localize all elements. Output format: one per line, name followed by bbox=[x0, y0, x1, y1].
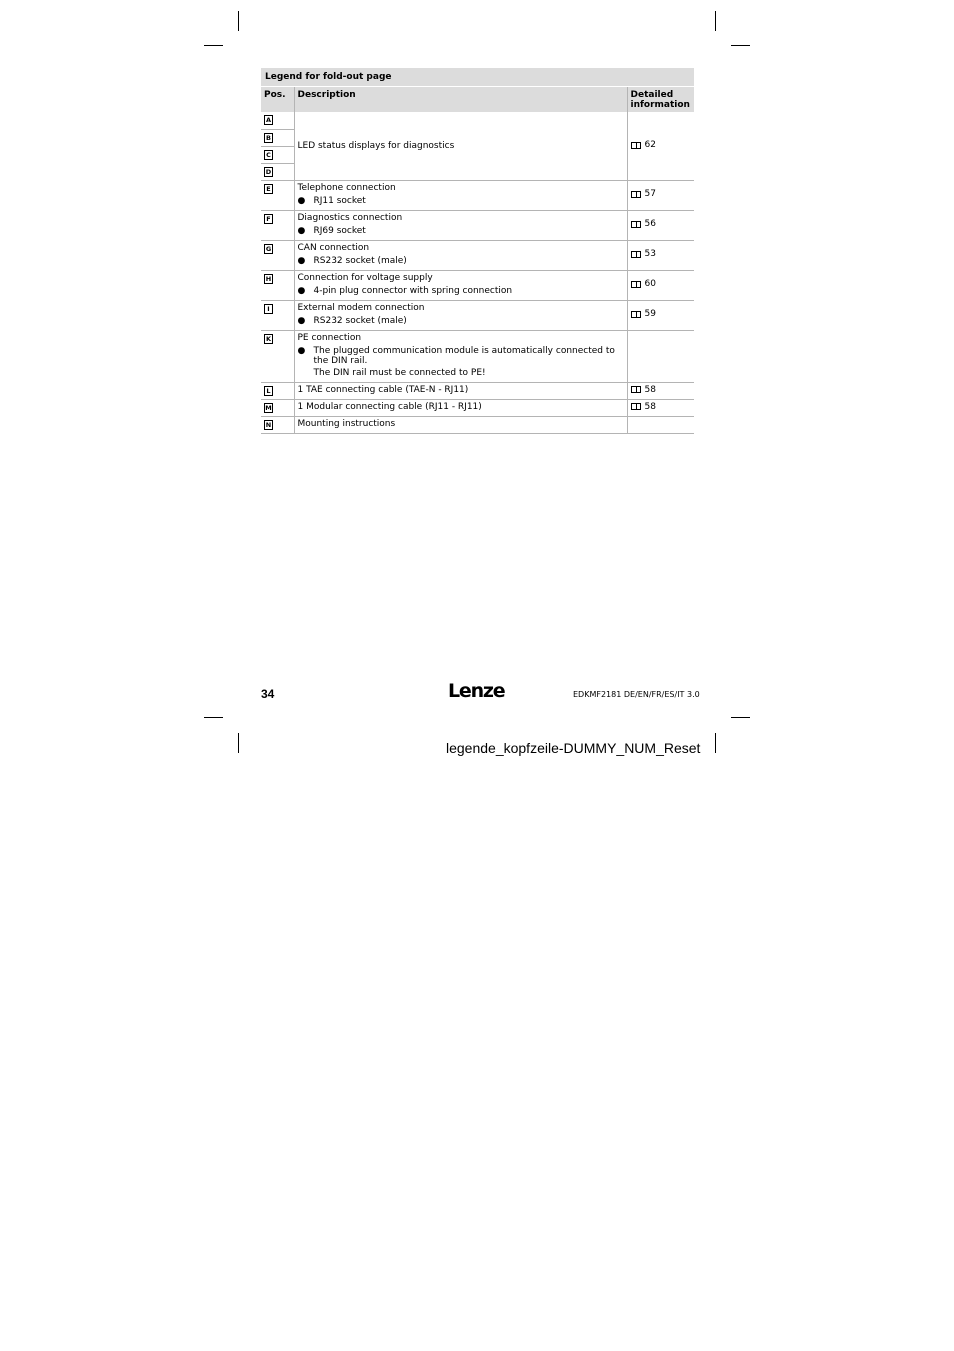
table-row bbox=[261, 112, 694, 129]
detail-cell bbox=[627, 399, 694, 416]
description-cell bbox=[294, 399, 627, 416]
pos-badge: A bbox=[265, 116, 272, 124]
description-cell bbox=[294, 270, 627, 300]
page-reference[interactable] bbox=[631, 385, 656, 395]
header-detail: Detailed information bbox=[627, 87, 694, 112]
lenze-logo: Lenze bbox=[448, 680, 505, 702]
bullet-dot-icon: ● bbox=[297, 255, 306, 266]
description-title: Connection for voltage supply bbox=[297, 272, 433, 283]
detail-cell bbox=[627, 270, 694, 300]
pos-cell bbox=[261, 399, 294, 416]
description-cell bbox=[294, 180, 627, 210]
pos-cell bbox=[261, 330, 294, 382]
table-row bbox=[261, 399, 694, 416]
pos-badge: D bbox=[265, 167, 272, 176]
pos-badge: L bbox=[264, 386, 273, 396]
page-number: 56 bbox=[644, 219, 656, 230]
table-row bbox=[261, 416, 694, 433]
table-row bbox=[261, 270, 694, 300]
pos-cell bbox=[261, 210, 294, 240]
bullet-item bbox=[298, 346, 625, 366]
crop-mark bbox=[715, 733, 716, 753]
book-icon bbox=[631, 142, 641, 149]
page-reference[interactable] bbox=[631, 249, 656, 259]
pos-badge: B bbox=[264, 133, 273, 143]
pos-cell bbox=[261, 270, 294, 300]
pos-badge: C bbox=[264, 150, 273, 160]
page-reference[interactable] bbox=[631, 140, 656, 150]
bullet-text: 4-pin plug connector with spring connection bbox=[313, 285, 513, 296]
description-cell bbox=[294, 330, 627, 382]
bullet-item bbox=[298, 286, 625, 296]
book-icon bbox=[631, 403, 641, 410]
pos-cell bbox=[261, 146, 294, 163]
description-cell bbox=[294, 300, 627, 330]
page-number: 59 bbox=[644, 309, 656, 320]
table-row bbox=[261, 330, 694, 382]
crop-mark bbox=[204, 45, 223, 46]
pos-cell bbox=[261, 129, 294, 146]
description-cell bbox=[294, 416, 627, 433]
running-label: legende_kopfzeile-DUMMY_NUM_Reset bbox=[446, 740, 701, 756]
pos-badge: G bbox=[265, 244, 272, 253]
description-title: CAN connection bbox=[297, 242, 370, 253]
table-row bbox=[261, 180, 694, 210]
table-header-row bbox=[261, 87, 694, 112]
page-reference[interactable] bbox=[631, 219, 656, 229]
page-number: 57 bbox=[644, 189, 656, 200]
bullet-dot-icon: ● bbox=[297, 315, 306, 326]
crop-mark bbox=[238, 733, 239, 753]
detail-cell bbox=[627, 180, 694, 210]
book-icon bbox=[631, 251, 641, 258]
header-description: Description bbox=[294, 87, 627, 112]
description-cell bbox=[294, 240, 627, 270]
description-title: 1 TAE connecting cable (TAE-N - RJ11) bbox=[297, 384, 469, 395]
table-row bbox=[261, 382, 694, 399]
pos-badge: M bbox=[265, 403, 272, 412]
page-number: 62 bbox=[644, 140, 656, 150]
description-title: 1 Modular connecting cable (RJ11 - RJ11) bbox=[297, 401, 482, 412]
crop-mark bbox=[238, 11, 239, 31]
bullet-text: The plugged communication module is automatically connected to the DIN rail. bbox=[313, 345, 615, 366]
detail-cell bbox=[627, 240, 694, 270]
page-reference[interactable] bbox=[631, 402, 656, 412]
detail-cell bbox=[627, 210, 694, 240]
crop-mark bbox=[715, 11, 716, 31]
crop-mark bbox=[731, 45, 750, 46]
pos-cell bbox=[261, 112, 294, 129]
page-reference[interactable] bbox=[631, 309, 656, 319]
header-pos: Pos. bbox=[261, 87, 294, 112]
bullet-text: RS232 socket (male) bbox=[313, 255, 407, 266]
pos-cell bbox=[261, 300, 294, 330]
description-cell bbox=[294, 112, 627, 180]
pos-cell bbox=[261, 180, 294, 210]
book-icon bbox=[631, 386, 641, 393]
table-row bbox=[261, 210, 694, 240]
legend-table-block bbox=[261, 68, 694, 434]
legend-title: Legend for fold-out page bbox=[261, 68, 694, 86]
description-title: External modem connection bbox=[297, 302, 425, 313]
detail-cell bbox=[627, 382, 694, 399]
bullet-dot-icon: ● bbox=[297, 195, 306, 206]
crop-mark bbox=[731, 717, 750, 718]
description-title: PE connection bbox=[297, 332, 362, 343]
bullet-text: RJ69 socket bbox=[313, 225, 366, 236]
table-row bbox=[261, 240, 694, 270]
description-cell bbox=[294, 210, 627, 240]
bullet-item bbox=[298, 316, 625, 326]
detail-cell bbox=[627, 300, 694, 330]
page-number: 58 bbox=[644, 384, 656, 395]
description-title: Telephone connection bbox=[297, 182, 396, 193]
pos-cell bbox=[261, 163, 294, 180]
detail-cell bbox=[627, 330, 694, 382]
table-row bbox=[261, 300, 694, 330]
pos-badge: F bbox=[264, 214, 273, 224]
description-text: LED status displays for diagnostics bbox=[297, 140, 455, 151]
description-cell bbox=[294, 382, 627, 399]
document-code: EDKMF2181 DE/EN/FR/ES/IT 3.0 bbox=[573, 690, 700, 699]
pos-badge: H bbox=[265, 274, 272, 283]
page-number: 53 bbox=[644, 249, 656, 260]
book-icon bbox=[631, 311, 641, 318]
pos-badge: E bbox=[264, 184, 273, 194]
note-text: The DIN rail must be connected to PE! bbox=[313, 367, 486, 378]
pos-badge: K bbox=[265, 334, 272, 343]
crop-mark bbox=[204, 717, 223, 718]
page-number: 58 bbox=[644, 401, 656, 412]
book-icon bbox=[631, 221, 641, 228]
pos-cell bbox=[261, 240, 294, 270]
book-icon bbox=[631, 191, 641, 198]
bullet-dot-icon: ● bbox=[297, 345, 306, 356]
legend-table bbox=[261, 87, 694, 434]
bullet-dot-icon: ● bbox=[297, 285, 306, 296]
pos-badge: I bbox=[264, 304, 273, 314]
bullet-text: RS232 socket (male) bbox=[313, 315, 407, 326]
page-number-footer: 34 bbox=[261, 687, 275, 701]
description-title: Mounting instructions bbox=[297, 418, 396, 429]
book-icon bbox=[631, 281, 641, 288]
detail-cell bbox=[627, 416, 694, 433]
bullet-text: RJ11 socket bbox=[313, 195, 366, 206]
page-reference[interactable] bbox=[631, 189, 656, 199]
bullet-item bbox=[298, 226, 625, 236]
detail-cell bbox=[627, 112, 694, 180]
page-number: 60 bbox=[644, 279, 656, 290]
pos-cell bbox=[261, 416, 294, 433]
pos-cell bbox=[261, 382, 294, 399]
bullet-item bbox=[298, 256, 625, 266]
bullet-item bbox=[298, 196, 625, 206]
bullet-dot-icon: ● bbox=[297, 225, 306, 236]
page-reference[interactable] bbox=[631, 279, 656, 289]
description-title: Diagnostics connection bbox=[297, 212, 403, 223]
pos-badge: N bbox=[265, 420, 272, 429]
